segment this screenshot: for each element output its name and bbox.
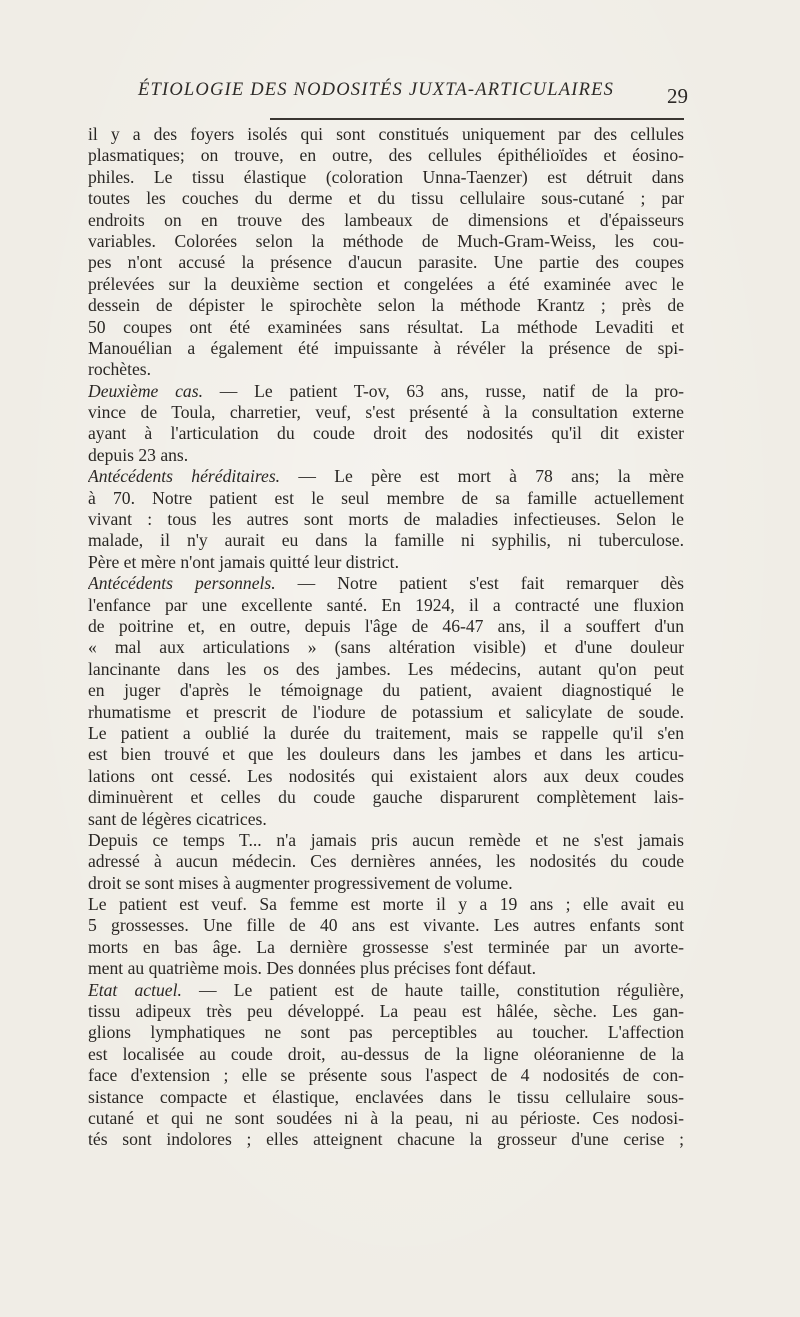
text-line <box>88 509 684 530</box>
text-line <box>88 980 684 1001</box>
text-line <box>88 317 684 338</box>
text-line <box>88 573 684 594</box>
text-line <box>88 830 684 851</box>
text-run: philes. Le tissu élastique (coloration Unna-Taenzer) est détruit dans <box>88 166 684 187</box>
text-run: vince de Toula, charretier, veuf, s'est présenté à la consultation externe <box>88 402 684 423</box>
text-line <box>88 1044 684 1065</box>
text-run: depuis 23 ans. <box>88 444 189 465</box>
text-run: Le patient a oublié la durée du traitement, mais se rappelle qu'il s'en <box>88 722 684 743</box>
text-run: toutes les couches du derme et du tissu cellulaire sous-cutané ; par <box>88 188 684 209</box>
text-run: variables. Colorées selon la méthode de Much-Gram-Weiss, les cou- <box>88 230 684 251</box>
text-run: vivant : tous les autres sont morts de maladies infectieuses. Selon le <box>88 509 684 530</box>
text-run: adressé à aucun médecin. Ces dernières années, les nodosités du coude <box>88 851 684 872</box>
text-line <box>88 423 684 444</box>
text-run: en juger d'après le témoignage du patient, avaient diagnostiqué le <box>88 680 684 701</box>
text-run: — Notre patient s'est fait remarquer dès <box>275 573 684 594</box>
text-run: sant de légères cicatrices. <box>88 808 267 829</box>
text-line <box>88 145 684 166</box>
text-run: dessein de dépister le spirochète selon la méthode Krantz ; près de <box>88 295 684 316</box>
text-line <box>88 1065 684 1086</box>
text-run: l'enfance par une excellente santé. En 1924, il a contracté une fluxion <box>88 594 684 615</box>
text-line <box>88 873 684 894</box>
text-line <box>88 1001 684 1022</box>
text-line <box>88 445 684 466</box>
text-line <box>88 659 684 680</box>
text-line <box>88 937 684 958</box>
text-line <box>88 552 684 573</box>
text-run: face d'extension ; elle se présente sous l'aspect de 4 nodosités de con- <box>88 1065 684 1086</box>
text-line <box>88 702 684 723</box>
text-run: tés sont indolores ; elles atteignent chacune la grosseur d'une cerise ; <box>88 1129 684 1150</box>
text-run: est localisée au coude droit, au-dessus de la ligne oléoranienne de la <box>88 1043 684 1064</box>
text-line <box>88 466 684 487</box>
text-line <box>88 637 684 658</box>
text-run: rhumatisme et prescrit de l'iodure de potassium et salicylate de soude. <box>88 701 684 722</box>
text-run: à 70. Notre patient est le seul membre de sa famille actuellement <box>88 487 684 508</box>
text-line <box>88 295 684 316</box>
page-number: 29 <box>667 84 688 108</box>
text-run: il y a des foyers isolés qui sont constitués uniquement par des cellules <box>88 124 684 144</box>
text-line <box>88 359 684 380</box>
text-line <box>88 1087 684 1108</box>
text-run: ayant à l'articulation du coude droit des nodosités qu'il dit exister <box>88 423 684 444</box>
text-line <box>88 766 684 787</box>
text-line <box>88 274 684 295</box>
text-run: lations ont cessé. Les nodosités qui existaient alors aux deux coudes <box>88 765 684 786</box>
text-line <box>88 616 684 637</box>
text-run: malade, il n'y aurait eu dans la famille ni syphilis, ni tuberculose. <box>88 530 684 551</box>
page-header <box>88 80 688 110</box>
text-run: Manouélian a également été impuissante à révéler la présence de spi- <box>88 337 684 358</box>
text-line <box>88 124 684 145</box>
text-run: endroits on en trouve des lambeaux de dimensions et d'épaisseurs <box>88 209 684 230</box>
text-run: droit se sont mises à augmenter progressivement de volume. <box>88 872 513 893</box>
text-line <box>88 680 684 701</box>
text-run: rochètes. <box>88 359 152 380</box>
text-line <box>88 958 684 979</box>
text-line <box>88 1108 684 1129</box>
text-line <box>88 894 684 915</box>
body-text <box>88 124 684 1151</box>
text-line <box>88 595 684 616</box>
text-run: « mal aux articulations » (sans altération visible) et d'une douleur <box>88 637 684 658</box>
text-line <box>88 167 684 188</box>
text-line <box>88 381 684 402</box>
italic-heading: Antécédents personnels. <box>88 573 276 594</box>
text-line <box>88 231 684 252</box>
text-run: 5 grossesses. Une fille de 40 ans est vivante. Les autres enfants sont <box>88 915 684 936</box>
running-title: ÉTIOLOGIE DES NODOSITÉS JUXTA-ARTICULAIRES <box>138 80 615 100</box>
text-run: pes n'ont accusé la présence d'aucun parasite. Une partie des coupes <box>88 252 684 273</box>
text-run: glions lymphatiques ne sont pas perceptibles au toucher. L'affection <box>88 1022 684 1043</box>
italic-heading: Deuxième cas. <box>88 380 203 401</box>
text-line <box>88 338 684 359</box>
text-line <box>88 851 684 872</box>
text-run: tissu adipeux très peu développé. La peau est hâlée, sèche. Les gan- <box>88 1001 684 1022</box>
text-line <box>88 809 684 830</box>
italic-heading: Antécédents héréditaires. <box>88 466 281 487</box>
italic-heading: Etat actuel. <box>88 979 182 1000</box>
text-run: — Le patient est de haute taille, constitution régulière, <box>181 979 684 1000</box>
text-run: — Le patient T-ov, 63 ans, russe, natif de la pro- <box>202 380 684 401</box>
text-run: Le patient est veuf. Sa femme est morte il y a 19 ans ; elle avait eu <box>88 894 684 915</box>
text-run: Depuis ce temps T... n'a jamais pris aucun remède et ne s'est jamais <box>88 829 684 850</box>
text-line <box>88 488 684 509</box>
text-line <box>88 402 684 423</box>
text-line <box>88 744 684 765</box>
text-line <box>88 530 684 551</box>
text-line <box>88 1022 684 1043</box>
text-run: cutané et qui ne sont soudées ni à la peau, ni au périoste. Ces nodosi- <box>88 1107 684 1128</box>
header-rule <box>270 118 684 120</box>
text-run: 50 coupes ont été examinées sans résultat. La méthode Levaditi et <box>88 316 684 337</box>
text-run: morts en bas âge. La dernière grossesse s'est terminée par un avorte- <box>88 936 684 957</box>
text-run: lancinante dans les os des jambes. Les médecins, autant qu'on peut <box>88 658 684 679</box>
text-line <box>88 210 684 231</box>
text-run: de poitrine et, en outre, depuis l'âge de 46-47 ans, il a souffert d'un <box>88 615 684 636</box>
text-line <box>88 188 684 209</box>
text-run: prélevées sur la deuxième section et congelées a été examinée avec le <box>88 273 684 294</box>
text-run: plasmatiques; on trouve, en outre, des cellules épithélioïdes et éosino- <box>88 145 684 166</box>
text-line <box>88 252 684 273</box>
text-run: diminuèrent et celles du coude gauche disparurent complètement lais- <box>88 787 684 808</box>
text-line <box>88 787 684 808</box>
text-run: Père et mère n'ont jamais quitté leur district. <box>88 551 399 572</box>
text-run: est bien trouvé et que les douleurs dans les jambes et dans les articu- <box>88 744 684 765</box>
text-line <box>88 1129 684 1150</box>
text-line <box>88 723 684 744</box>
text-line <box>88 915 684 936</box>
text-run: ment au quatrième mois. Des données plus précises font défaut. <box>88 958 537 979</box>
text-run: — Le père est mort à 78 ans; la mère <box>280 466 684 487</box>
text-run: sistance compacte et élastique, enclavées dans le tissu cellulaire sous- <box>88 1086 684 1107</box>
